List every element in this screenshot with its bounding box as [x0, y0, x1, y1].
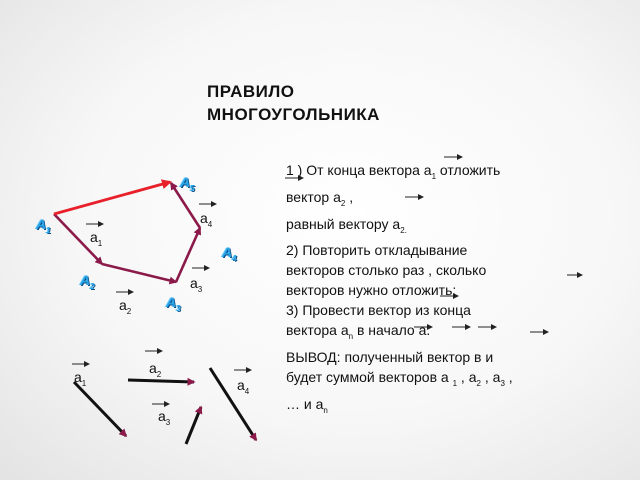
- point-label-a5: $A_5$: [180, 174, 195, 193]
- rule-line: векторов нужно отложить;: [286, 282, 457, 299]
- free-vector-a2: [128, 380, 194, 382]
- resultant-vector: [54, 182, 170, 214]
- polygon-label-a2: $a_2$: [119, 297, 132, 316]
- rule-line: вектор $a_2$ ,: [286, 188, 354, 208]
- point-label-a1: $A_1$: [36, 216, 51, 235]
- rule-line: вектора $a_n$ в начало a.: [286, 322, 431, 342]
- rule-line: равный вектору $a_{2.}$: [286, 215, 407, 235]
- free-label-a3: $a_3$: [158, 408, 171, 427]
- rule-line: … и $a_n$: [286, 395, 328, 415]
- polygon-vector-a2: [102, 264, 176, 282]
- rule-line: 1 ) От конца вектора $a_1$ отложить: [286, 162, 501, 181]
- rule-line: будет суммой векторов a $_1$ , $a_2$ , $a_3$ ,: [286, 369, 513, 388]
- polygon-vector-a3: [176, 228, 200, 282]
- rule-text: [286, 160, 631, 421]
- title-line-2: МНОГОУГОЛЬНИКА: [207, 105, 380, 124]
- free-label-a2: $a_2$: [149, 360, 162, 379]
- rule-line: векторов столько раз , сколько: [286, 262, 487, 279]
- free-vector-a3: [186, 407, 201, 444]
- rule-line: 2) Повторить откладывание: [286, 242, 468, 259]
- rule-line: ВЫВОД: полученный вектор в и: [286, 349, 494, 366]
- free-label-a1: $a_1$: [74, 369, 87, 388]
- point-label-a4: $A_4$: [222, 244, 237, 263]
- point-label-a2: $A_2$: [80, 272, 95, 291]
- title-line-1: ПРАВИЛО: [207, 82, 295, 101]
- free-label-a4: $a_4$: [237, 377, 250, 396]
- free-vector-a1: [74, 382, 126, 436]
- point-label-a3: $A_3$: [166, 294, 181, 313]
- polygon-label-a4: $a_4$: [200, 210, 213, 229]
- page-title: [207, 80, 380, 126]
- polygon-label-a1: $a_1$: [90, 229, 103, 248]
- rule-line: 3) Провести вектор из конца: [286, 302, 471, 319]
- polygon-label-a3: $a_3$: [190, 275, 203, 294]
